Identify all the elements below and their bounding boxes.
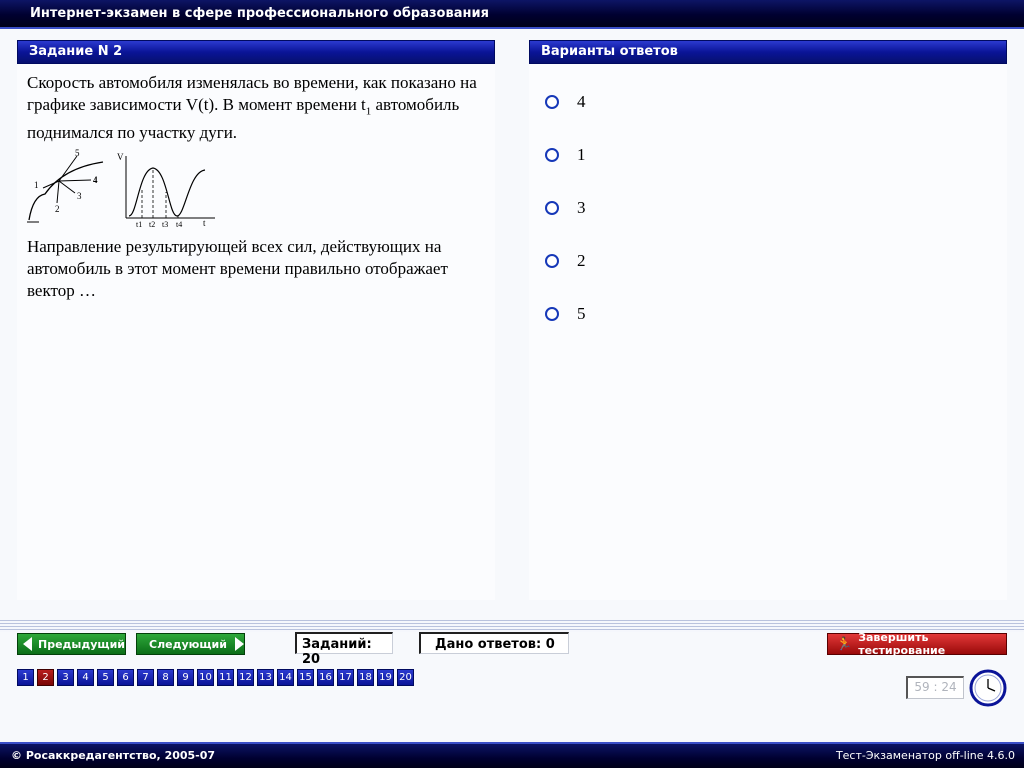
axis-v-label: V xyxy=(117,152,124,163)
tick-label: t1 xyxy=(136,220,143,229)
tasks-counter: Заданий: 20 xyxy=(295,632,393,654)
finish-test-label: Завершить тестирование xyxy=(858,631,946,657)
vector-label: 5 xyxy=(75,148,80,159)
answers-header: Варианты ответов xyxy=(529,40,1007,64)
finish-test-button[interactable] xyxy=(827,633,1007,655)
page-button-13[interactable]: 13 xyxy=(257,669,274,686)
question-panel xyxy=(17,40,495,600)
page-button-1[interactable]: 1 xyxy=(17,669,34,686)
page-button-15[interactable]: 15 xyxy=(297,669,314,686)
page-button-7[interactable]: 7 xyxy=(137,669,154,686)
question-text-part1-end: автомобиль поднимался по участку дуги. xyxy=(27,95,460,143)
arrow-right-icon xyxy=(235,637,244,651)
page-button-20[interactable]: 20 xyxy=(397,669,414,686)
answer-option[interactable] xyxy=(545,304,586,324)
previous-button[interactable] xyxy=(17,633,126,655)
answer-label: 4 xyxy=(577,92,586,111)
radio-button[interactable] xyxy=(545,95,559,109)
answer-option[interactable] xyxy=(545,92,586,112)
arrow-left-icon xyxy=(23,637,32,651)
vector-label: 3 xyxy=(77,191,82,202)
question-text-part1: Скорость автомобиля изменялась во времени, как показано на графике зависимости V(t). В момент времени t xyxy=(27,73,477,114)
answered-counter: Дано ответов: 0 xyxy=(419,632,569,654)
tick-label: t2 xyxy=(149,220,156,229)
answer-option[interactable] xyxy=(545,198,586,218)
question-text xyxy=(27,72,487,144)
page-button-16[interactable]: 16 xyxy=(317,669,334,686)
tick-label: t4 xyxy=(176,220,183,229)
page-button-6[interactable]: 6 xyxy=(117,669,134,686)
page-button-10[interactable]: 10 xyxy=(197,669,214,686)
question-header: Задание N 2 xyxy=(17,40,495,64)
timer-display: 59 : 24 xyxy=(906,676,964,699)
page-button-8[interactable]: 8 xyxy=(157,669,174,686)
answer-label: 1 xyxy=(577,145,586,164)
footer-bar xyxy=(0,742,1024,768)
vector-label: 2 xyxy=(55,204,60,215)
app-title: Интернет-экзамен в сфере профессионального образования xyxy=(30,6,489,21)
next-button[interactable] xyxy=(136,633,245,655)
answer-option[interactable] xyxy=(545,251,586,271)
velocity-graph xyxy=(117,152,215,228)
answer-label: 3 xyxy=(577,198,586,217)
radio-button[interactable] xyxy=(545,307,559,321)
answers-panel xyxy=(529,40,1007,600)
running-man-icon: 🏃 xyxy=(836,636,853,652)
page-navigator xyxy=(17,669,417,686)
page-button-14[interactable]: 14 xyxy=(277,669,294,686)
page-button-5[interactable]: 5 xyxy=(97,669,114,686)
page-button-18[interactable]: 18 xyxy=(357,669,374,686)
version-text: Тест-Экзаменатор off-line 4.6.0 xyxy=(835,749,1015,762)
radio-button[interactable] xyxy=(545,201,559,215)
page-button-11[interactable]: 11 xyxy=(217,669,234,686)
radio-button[interactable] xyxy=(545,254,559,268)
axis-t-label: t xyxy=(203,218,206,229)
next-button-label: Следующий xyxy=(149,637,227,651)
answer-label: 2 xyxy=(577,251,586,270)
question-figure xyxy=(25,148,225,228)
tick-label: t3 xyxy=(162,220,169,229)
vector-label: 4 xyxy=(93,175,98,186)
copyright-text: © Росаккредагентство, 2005-07 xyxy=(11,749,216,762)
answer-label: 5 xyxy=(577,304,586,323)
clock-icon xyxy=(969,669,1007,707)
page-button-4[interactable]: 4 xyxy=(77,669,94,686)
page-button-3[interactable]: 3 xyxy=(57,669,74,686)
question-text-2: Направление результирующей всех сил, действующих на автомобиль в этот момент времени правильно отображает вектор … xyxy=(27,237,448,301)
page-button-2[interactable]: 2 xyxy=(37,669,54,686)
radio-button[interactable] xyxy=(545,148,559,162)
road-arc-diagram xyxy=(27,148,103,222)
app-title-bar xyxy=(0,0,1024,29)
vector-label: 1 xyxy=(34,180,39,191)
question-text-subscript: 1 xyxy=(365,105,372,118)
page-button-19[interactable]: 19 xyxy=(377,669,394,686)
page-button-17[interactable]: 17 xyxy=(337,669,354,686)
page-button-12[interactable]: 12 xyxy=(237,669,254,686)
previous-button-label: Предыдущий xyxy=(38,637,126,651)
page-button-9[interactable]: 9 xyxy=(177,669,194,686)
answer-option[interactable] xyxy=(545,145,586,165)
